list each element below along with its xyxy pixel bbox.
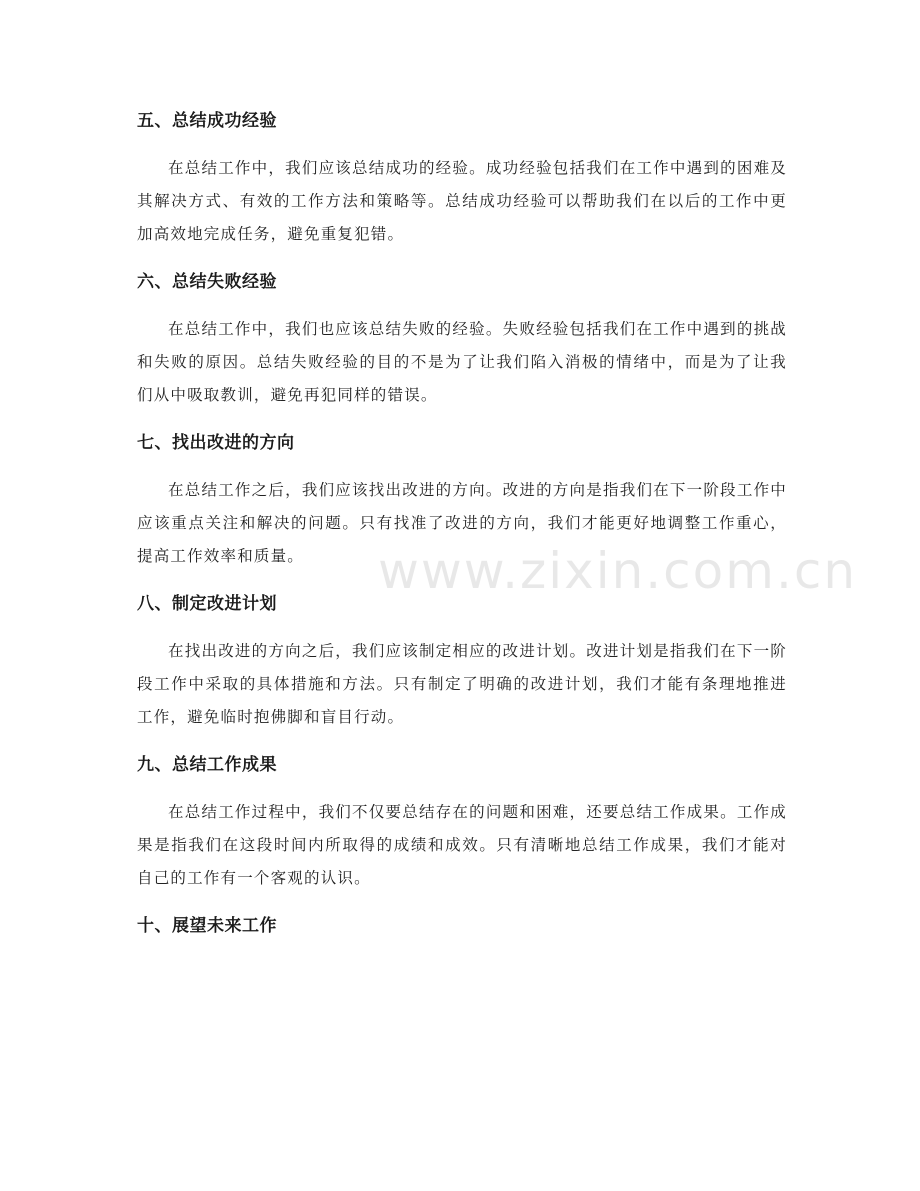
section-heading-9: 九、总结工作成果	[137, 755, 277, 775]
document-content	[137, 103, 787, 945]
section-heading-6: 六、总结失败经验	[137, 272, 277, 292]
section-paragraph-5: 在总结工作中，我们应该总结成功的经验。成功经验包括我们在工作中遇到的困难及其解决方式、有效的工作方法和策略等。总结成功经验可以帮助我们在以后的工作中更加高效地完成任务，避免重复犯错。	[137, 159, 787, 243]
watermark-text: www.zixin.com.cn	[378, 542, 858, 600]
section-heading-7: 七、找出改进的方向	[137, 433, 295, 453]
section-heading-10: 十、展望未来工作	[137, 916, 277, 936]
section-paragraph-7: 在总结工作之后，我们应该找出改进的方向。改进的方向是指我们在下一阶段工作中应该重点关注和解决的问题。只有找准了改进的方向，我们才能更好地调整工作重心，提高工作效率和质量。	[137, 481, 787, 565]
section-paragraph-6: 在总结工作中，我们也应该总结失败的经验。失败经验包括我们在工作中遇到的挑战和失败的原因。总结失败经验的目的不是为了让我们陷入消极的情绪中，而是为了让我们从中吸取教训，避免再犯同样的错误。	[137, 320, 787, 404]
section-paragraph-8: 在找出改进的方向之后，我们应该制定相应的改进计划。改进计划是指我们在下一阶段工作中采取的具体措施和方法。只有制定了明确的改进计划，我们才能有条理地推进工作，避免临时抱佛脚和盲目行动。	[137, 642, 787, 726]
section-paragraph-9: 在总结工作过程中，我们不仅要总结存在的问题和困难，还要总结工作成果。工作成果是指我们在这段时间内所取得的成绩和成效。只有清晰地总结工作成果，我们才能对自己的工作有一个客观的认识。	[137, 803, 787, 887]
section-heading-8: 八、制定改进计划	[137, 594, 277, 614]
section-heading-5: 五、总结成功经验	[137, 111, 277, 131]
